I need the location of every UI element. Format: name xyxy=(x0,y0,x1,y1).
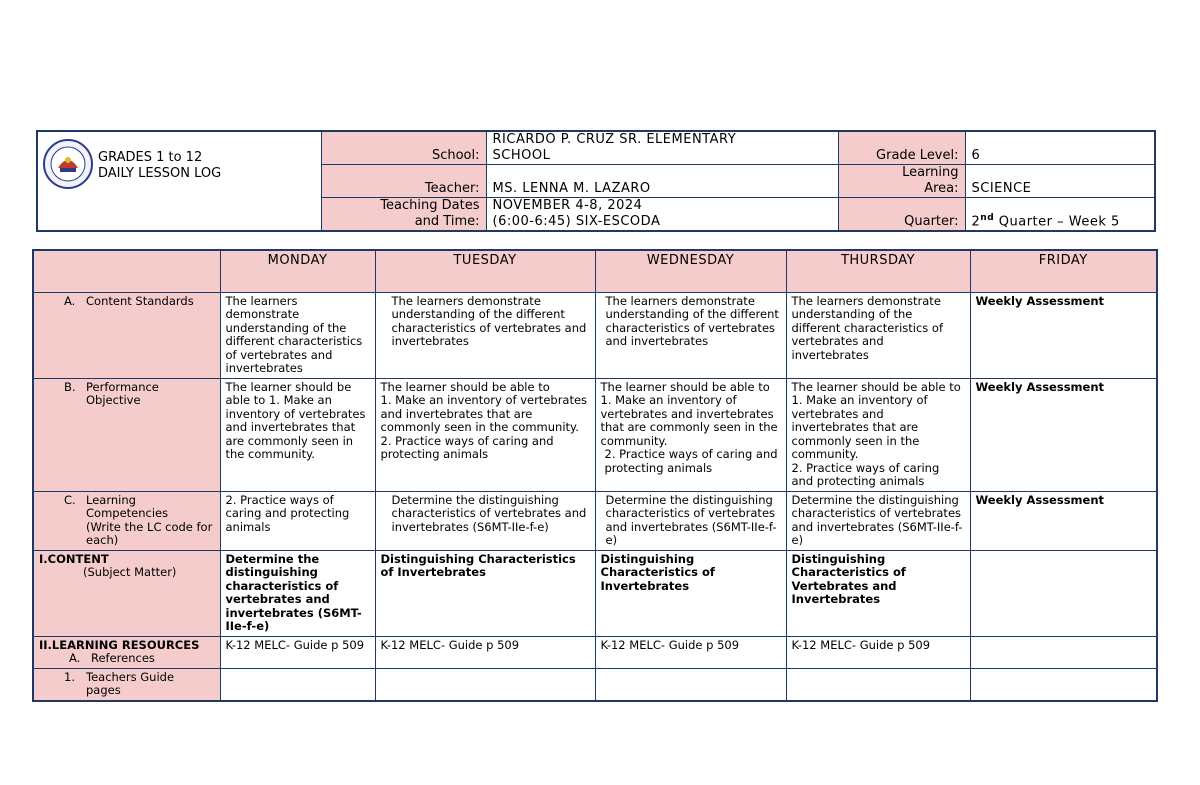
cell-fri xyxy=(970,550,1157,636)
logo-title-line2: DAILY LESSON LOG xyxy=(98,166,222,181)
row-letter: A. xyxy=(69,651,81,665)
cell-fri: Weekly Assessment xyxy=(970,292,1157,378)
area-value: SCIENCE xyxy=(965,165,1155,198)
quarter-value xyxy=(965,198,1155,232)
dates-value xyxy=(486,198,838,232)
row-label-competencies xyxy=(33,491,220,550)
table-row xyxy=(33,378,1157,491)
area-label-line2: Area: xyxy=(924,181,959,196)
row-label-text-2: Competencies xyxy=(86,506,169,520)
cell-wed: The learners demonstrate understanding of the different characteristics of vertebrates and invertebrates xyxy=(595,292,786,378)
cell-mon xyxy=(220,668,375,701)
deped-seal-icon xyxy=(42,138,94,190)
cell-tue: Distinguishing Characteristics of Invertebrates xyxy=(375,550,595,636)
table-row xyxy=(33,636,1157,668)
dates-label-line1: Teaching Dates xyxy=(380,198,480,213)
section-sublabel: References xyxy=(91,651,155,665)
school-value xyxy=(486,131,838,165)
cell-fri: Weekly Assessment xyxy=(970,491,1157,550)
school-label: School: xyxy=(321,131,486,165)
cell-wed: Distinguishing Characteristics of Invertebrates xyxy=(595,550,786,636)
cell-tue: Determine the distinguishing characteristics of vertebrates and invertebrates (S6MT-IIe-f-e) xyxy=(375,491,595,550)
cell-line: The learner should be able to xyxy=(380,379,550,394)
row-label-text: Performance xyxy=(86,379,159,394)
cell-tue xyxy=(375,668,595,701)
row-label-text: Teachers Guide xyxy=(86,669,175,684)
cell-tue xyxy=(375,378,595,491)
day-monday: MONDAY xyxy=(220,250,375,292)
cell-fri xyxy=(970,636,1157,668)
quarter-rest: Quarter – Week 5 xyxy=(994,214,1120,229)
row-label-text-3: (Write the LC code for each) xyxy=(86,519,213,547)
day-thursday: THURSDAY xyxy=(786,250,970,292)
cell-thu: Distinguishing Characteristics of Vertebrates and Invertebrates xyxy=(786,550,970,636)
section-sublabel: (Subject Matter) xyxy=(83,565,177,579)
section-label: II.LEARNING RESOURCES xyxy=(39,637,200,652)
cell-line: 2. Practice ways of caring and protecting animals xyxy=(604,447,778,475)
cell-mon: The learners demonstrate understanding of the different characteristics of vertebrates and invertebrates xyxy=(220,292,375,378)
dates-value-line1: NOVEMBER 4-8, 2024 xyxy=(492,198,643,213)
row-label-text: Content Standards xyxy=(86,293,194,308)
area-label-line1: Learning xyxy=(902,165,959,180)
school-value-line2: SCHOOL xyxy=(492,148,551,163)
table-row xyxy=(33,668,1157,701)
day-tuesday: TUESDAY xyxy=(375,250,595,292)
cell-wed: K-12 MELC- Guide p 509 xyxy=(595,636,786,668)
teacher-label: Teacher: xyxy=(321,165,486,198)
header-table xyxy=(36,130,1156,232)
section-label: I.CONTENT xyxy=(39,551,109,566)
cell-wed xyxy=(595,668,786,701)
row-label-performance xyxy=(33,378,220,491)
day-wednesday: WEDNESDAY xyxy=(595,250,786,292)
cell-line: 1. Make an inventory of vertebrates and invertebrates that are commonly seen in the community. xyxy=(791,393,928,461)
table-row xyxy=(33,292,1157,378)
cell-line: The learner should be able to xyxy=(600,379,770,394)
school-value-line1: RICARDO P. CRUZ SR. ELEMENTARY xyxy=(492,132,737,147)
cell-line: 1. Make an inventory of vertebrates and invertebrates that are commonly seen in the community. xyxy=(600,393,778,448)
dates-label-line2: and Time: xyxy=(414,214,480,229)
day-friday: FRIDAY xyxy=(970,250,1157,292)
row-label-text-2: Objective xyxy=(86,393,141,407)
row-letter: C. xyxy=(64,492,76,507)
table-row xyxy=(33,491,1157,550)
cell-mon: 2. Practice ways of caring and protecting animals xyxy=(220,491,375,550)
cell-mon: Determine the distinguishing characteristics of vertebrates and invertebrates (S6MT-IIe-f-e) xyxy=(220,550,375,636)
grade-label: Grade Level: xyxy=(838,131,965,165)
cell-thu: The learners demonstrate understanding of the different characteristics of vertebrates and invertebrates xyxy=(786,292,970,378)
cell-line: 2. Practice ways of caring and protecting animals xyxy=(380,433,554,461)
dates-value-line2: (6:00-6:45) SIX-ESCODA xyxy=(492,214,661,229)
row-label-text-2: pages xyxy=(86,683,121,697)
cell-wed: Determine the distinguishing characteristics of vertebrates and invertebrates (S6MT-IIe-f-e) xyxy=(595,491,786,550)
cell-fri: Weekly Assessment xyxy=(970,378,1157,491)
cell-tue: K-12 MELC- Guide p 509 xyxy=(375,636,595,668)
dates-label xyxy=(321,198,486,232)
row-letter: A. xyxy=(64,293,76,308)
row-label-content xyxy=(33,550,220,636)
corner-cell xyxy=(33,250,220,292)
cell-thu xyxy=(786,668,970,701)
table-row xyxy=(33,550,1157,636)
cell-thu: K-12 MELC- Guide p 509 xyxy=(786,636,970,668)
cell-wed xyxy=(595,378,786,491)
quarter-num: 2 xyxy=(971,214,981,229)
cell-mon: K-12 MELC- Guide p 509 xyxy=(220,636,375,668)
grade-value: 6 xyxy=(965,131,1155,165)
row-letter: B. xyxy=(64,379,76,394)
row-label-teachers-guide xyxy=(33,668,220,701)
area-label xyxy=(838,165,965,198)
lesson-table xyxy=(32,249,1158,702)
row-label-content-standards xyxy=(33,292,220,378)
cell-line: The learner should be able to xyxy=(791,379,961,394)
row-label-resources xyxy=(33,636,220,668)
row-label-text: Learning xyxy=(86,492,136,507)
cell-line: 1. Make an inventory of vertebrates and invertebrates that are commonly seen in the community. xyxy=(380,393,588,434)
logo-cell xyxy=(37,131,321,231)
row-letter: 1. xyxy=(64,669,75,684)
cell-mon: The learner should be able to 1. Make an inventory of vertebrates and invertebrates that are commonly seen in the community. xyxy=(220,378,375,491)
cell-line: 2. Practice ways of caring and protecting animals xyxy=(791,460,940,488)
cell-tue: The learners demonstrate understanding of the different characteristics of vertebrates and invertebrates xyxy=(375,292,595,378)
cell-thu xyxy=(786,378,970,491)
teacher-value: MS. LENNA M. LAZARO xyxy=(486,165,838,198)
quarter-label: Quarter: xyxy=(838,198,965,232)
logo-title-line1: GRADES 1 to 12 xyxy=(98,150,203,165)
quarter-sup: nd xyxy=(980,212,995,223)
cell-thu: Determine the distinguishing characteristics of vertebrates and invertebrates (S6MT-IIe-f-e) xyxy=(786,491,970,550)
cell-fri xyxy=(970,668,1157,701)
